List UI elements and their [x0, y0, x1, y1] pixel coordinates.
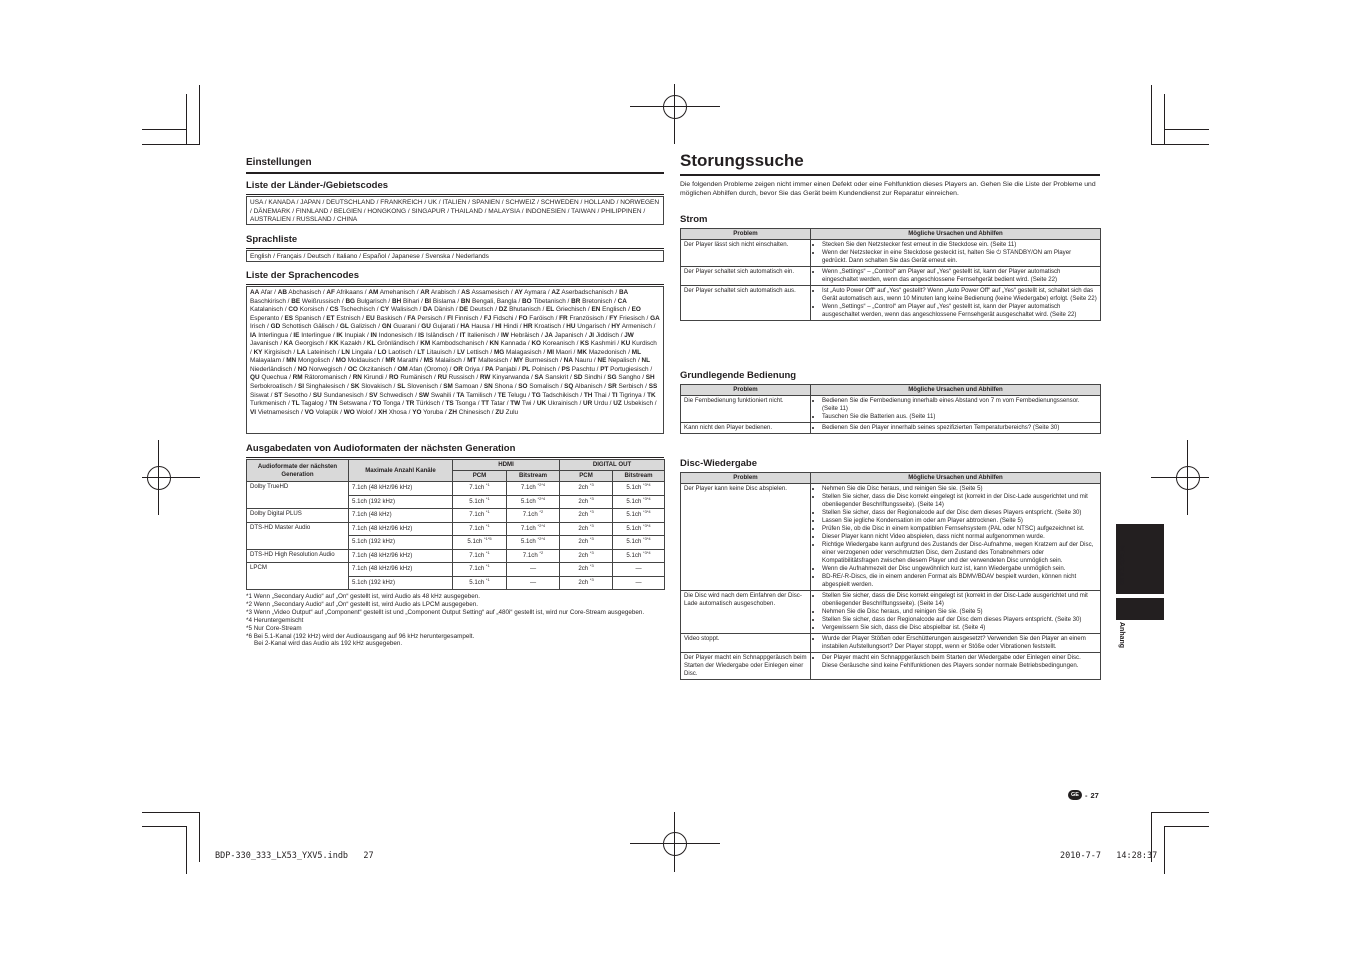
language-code-entry: AS Assamesisch — [461, 289, 510, 296]
hdmi-bitstream-header: Bitstream — [507, 471, 560, 482]
table-row — [681, 396, 1101, 423]
language-code-entry: EN Englisch — [591, 306, 627, 314]
remedy-item: • Stellen Sie sicher, dass der Regionalcode auf der Disc dem dieses Players entspricht. (Seite 30) — [822, 509, 1097, 517]
remedy-item: • Nehmen Sie die Disc heraus, und reinigen Sie sie. (Seite 5) — [822, 485, 1097, 493]
format-cell: LPCM — [247, 563, 349, 590]
languages-box: English / Français / Deutsch / Italiano / Español / Japanese / Svenska / Nederlands — [246, 250, 664, 262]
output-cell: 7.1ch $^{*1}$ — [453, 563, 507, 577]
language-code-entry: HU Ungarisch — [566, 323, 607, 331]
table-row — [681, 423, 1101, 434]
remedy-header: Mögliche Ursachen und Abhilfen — [811, 385, 1101, 396]
output-cell: 5.1ch $^{*3*4}$ — [613, 522, 665, 536]
language-code-entry: ML Malayalam — [250, 348, 642, 365]
output-cell: 7.1ch $^{*1}$ — [453, 549, 507, 563]
remedy-item: • Wenn „Settings“ – „Control“ am Player auf „Yes“ gestellt ist, kann der Player automatisch ausgeschaltet werden, wenn das angeschlossene Fernsehgerät ausgeschaltet wird. (Seite 22) — [822, 303, 1097, 319]
remedy-item: • Vergewissern Sie sich, dass die Disc abspielbar ist. (Seite 4) — [822, 624, 1097, 632]
trouble-table — [680, 472, 1101, 680]
side-tab-anhang[interactable] — [1116, 598, 1164, 620]
language-code-entry: TW Twi — [510, 400, 532, 408]
output-cell: 7.1ch $^{*2*4}$ — [507, 522, 560, 536]
language-code-entry: BE Weißrussisch — [291, 297, 341, 305]
language-code-entry: TO Tonga — [372, 400, 401, 408]
language-code-entry: WO Wolof — [343, 408, 373, 416]
language-code-entry: AM Amehanisch — [368, 289, 415, 296]
output-cell: 7.1ch $^{*2*4}$ — [507, 482, 560, 496]
output-cell: 5.1ch $^{*3*4}$ — [613, 482, 665, 496]
language-code-entry: FI Finnisch — [447, 314, 479, 322]
trouble-table — [680, 384, 1101, 434]
language-code-entry: BG Bulgarisch — [345, 297, 387, 305]
page-number-area: GE - 27 — [1068, 790, 1099, 800]
table-row — [247, 509, 665, 523]
problem-cell: Der Player lässt sich nicht einschalten. — [681, 240, 811, 267]
side-tab-label-wiedergabe: Wiedergabe — [1118, 545, 1125, 585]
table-row — [247, 563, 665, 577]
format-cell: DTS-HD High Resolution Audio — [247, 549, 349, 563]
language-code-entry: SD Sindhi — [573, 374, 603, 382]
remedy-cell — [811, 591, 1101, 634]
remedy-item: • Bedienen Sie die Fernbedienung innerhalb eines Abstand von 7 m vom Fernbedienungssensor. (Seite 11) — [822, 397, 1097, 413]
language-code-entry: EL Griechisch — [546, 306, 587, 314]
language-code-entry: OC Okzitanisch — [347, 365, 393, 373]
language-code-entry: SH Serbokroatisch — [250, 374, 655, 391]
language-code-entry: PL Polnisch — [522, 365, 557, 373]
language-code-entry: BI Bislama — [424, 297, 456, 305]
language-code-entry: RN Kirundi — [352, 374, 384, 382]
remedy-item: • Wurde der Player Stößen oder Erschütterungen ausgesetzt? Verwenden Sie den Player an einem instabilen Aufstellungsort? Der Player stoppt, wenn er Stöße oder Vibrationen feststellt. — [822, 635, 1097, 651]
language-code-entry: KY Kirgisisch — [253, 348, 292, 356]
problem-cell: Der Player schaltet sich automatisch aus. — [681, 286, 811, 321]
language-code-entry: EO Esperanto — [250, 306, 641, 322]
language-code-entry: CO Korsisch — [288, 306, 325, 314]
language-code-entry: KO Koreanisch — [531, 340, 575, 348]
table-row — [247, 482, 665, 496]
audio-format-table — [246, 459, 665, 590]
remedy-header: Mögliche Ursachen und Abhilfen — [811, 473, 1101, 484]
language-code-entry: GD Schottisch Gälisch — [270, 323, 335, 331]
language-code-entry: PT Portugiesisch — [600, 365, 649, 373]
output-cell: 5.1ch $^{*3*4}$ — [613, 509, 665, 523]
language-code-entry: NA Nauru — [563, 357, 593, 365]
remedy-item: • Nehmen Sie die Disc heraus, und reinigen Sie sie. (Seite 5) — [822, 608, 1097, 616]
output-cell: — — [613, 563, 665, 577]
registration-mark — [147, 466, 171, 490]
remedy-cell — [811, 286, 1101, 321]
language-code-entry: ST Sesotho — [274, 391, 308, 399]
remedy-item: • BD-RE/-R-Discs, die in einem anderen Format als BDMV/BDAV bespielt wurden, können nicht abgespielt werden. — [822, 573, 1097, 589]
language-code-entry: IE Interlingue — [293, 331, 332, 339]
language-code-entry: AF Afrikaans — [326, 289, 364, 296]
language-code-entry: ET Estnisch — [326, 314, 361, 322]
output-cell: — — [507, 576, 560, 590]
language-code-entry: SI Singhalesisch — [297, 383, 346, 391]
language-code-entry: MS Malaiisch — [423, 357, 462, 365]
output-cell: 7.1ch $^{*1}$ — [453, 482, 507, 496]
output-cell: 2ch $^{*3}$ — [560, 576, 613, 590]
remedy-cell — [811, 267, 1101, 286]
language-code-entry: KS Kashmiri — [580, 340, 616, 348]
language-code-entry: BH Bihari — [391, 297, 420, 305]
countries-heading: Liste der Länder-/Gebietscodes — [246, 180, 664, 195]
language-code-entry: MR Marathi — [385, 357, 419, 365]
language-code-entry: OM Afan (Oromo) — [397, 365, 448, 373]
language-code-entry: DZ Bhutanisch — [498, 306, 541, 314]
language-code-entry: BO Tibetanisch — [522, 297, 566, 305]
remedy-item: • Dieser Player kann nicht Video abspielen, dass nicht normal aufgenommen wurde. — [822, 533, 1097, 541]
footer-date: 2010-7-7 14:28:37 — [1060, 851, 1158, 861]
output-cell: — — [613, 576, 665, 590]
language-code-entry: BA Baschkirisch — [250, 289, 629, 305]
language-code-entry: ZU Zulu — [495, 408, 519, 416]
language-code-entry: SA Sanskrit — [534, 374, 569, 382]
channels-cell: 5.1ch (192 kHz) — [349, 536, 453, 550]
language-code-entry: AY Aymara — [514, 289, 547, 296]
language-code-entry: TR Türkisch — [405, 400, 441, 408]
problem-header: Problem — [681, 229, 811, 240]
footnote: Bei 2-Kanal wird das Audio als 192 kHz ausgegeben. — [254, 640, 403, 648]
footer-file: BDP-330_333_LX53_YXV5.indb 27 — [215, 851, 374, 861]
language-code-entry: SG Sangho — [607, 374, 641, 382]
digital-pcm-header: PCM — [560, 471, 613, 482]
language-code-entry: UR Urdu — [583, 400, 608, 408]
language-code-entry: QU Quechua — [250, 374, 288, 382]
language-code-entry: SM Samoan — [443, 383, 479, 391]
remedy-item: • Wenn der Netzstecker in eine Steckdose gesteckt ist, halten Sie ⏻ STANDBY/ON am Player gedrückt. Dann schalten Sie das Gerät erneut ein. — [822, 249, 1097, 265]
output-cell: 2ch $^{*3}$ — [560, 536, 613, 550]
language-code-entry: LN Lingala — [341, 348, 373, 356]
language-code-entry: NO Norwegisch — [297, 365, 343, 373]
problem-cell: Der Player macht ein Schnappgeräusch beim Starten der Wiedergabe oder Einlegen einer Disc. — [681, 653, 811, 680]
audio-footnotes — [246, 593, 664, 648]
language-code-entry: IN Indonesisch — [370, 331, 413, 339]
output-cell: — — [507, 563, 560, 577]
remedy-item: • Tauschen Sie die Batterien aus. (Seite 11) — [822, 413, 1097, 421]
language-code-entry: RM Rätoromanisch — [292, 374, 348, 382]
language-code-entry: KN Kannada — [489, 340, 527, 348]
language-code-entry: GN Guarani — [381, 323, 416, 331]
table-row — [681, 267, 1101, 286]
language-code-entry: HI Hindi — [495, 323, 518, 331]
remedy-item: • Ist „Auto Power Off“ auf „Yes“ gestellt? Wenn „Auto Power Off“ auf „Yes“ gestellt ist, schaltet sich das Gerät automatisch aus, wenn 10 Minuten lang keine Bedienung (keine Wiedergabe) erfolgt. (Seite 22) — [822, 287, 1097, 303]
language-badge: GE — [1068, 790, 1082, 800]
footnote: *5 Nur Core-Stream — [246, 624, 302, 632]
language-code-entry: TA Tamilisch — [456, 391, 493, 399]
output-cell: 2ch $^{*3}$ — [560, 522, 613, 536]
remedy-cell — [811, 396, 1101, 423]
language-code-entry: MG Malagasisch — [493, 348, 542, 356]
remedy-cell — [811, 423, 1101, 434]
registration-mark — [1176, 466, 1200, 490]
remedy-item: • Stellen Sie sicher, dass der Regionalcode auf der Disc dem dieses Players entspricht. (Seite 30) — [822, 616, 1097, 624]
language-code-entry: FJ Fidschi — [483, 314, 514, 322]
trouble-section-heading: Disc-Wiedergabe — [680, 458, 1100, 473]
language-code-entry: RW Kinyarwanda — [479, 374, 530, 382]
side-tab-label-anhang: Anhang — [1118, 622, 1125, 649]
language-code-entry: IK Inupiak — [336, 331, 366, 339]
col-channels-header: Maximale Anzahl Kanäle — [349, 460, 453, 482]
language-code-entry: KM Kambodschanisch — [420, 340, 485, 348]
language-code-entry: AB Abchasisch — [277, 289, 322, 296]
channels-cell: 7.1ch (48 kHz/96 kHz) — [349, 549, 453, 563]
language-code-entry: IA Interlingua — [250, 331, 289, 339]
language-code-entry: LV Lettisch — [457, 348, 489, 356]
language-code-entry: UK Ukrainisch — [536, 400, 578, 408]
language-code-entry: KU Kurdisch — [620, 340, 657, 348]
language-code-entry: TG Tadschikisch — [531, 391, 579, 399]
language-code-entry: JI Jiddisch — [588, 331, 619, 339]
remedy-item: • Stecken Sie den Netzstecker fest erneut in die Steckdose ein. (Seite 11) — [822, 241, 1097, 249]
output-cell: 7.1ch $^{*1}$ — [453, 522, 507, 536]
language-code-entry: SO Somalisch — [518, 383, 559, 391]
language-code-entry: GL Galizisch — [339, 323, 377, 331]
hdmi-pcm-header: PCM — [453, 471, 507, 482]
table-row — [681, 653, 1101, 680]
output-cell: 2ch $^{*3}$ — [560, 509, 613, 523]
language-code-entry: KL Grönländisch — [366, 340, 415, 348]
remedy-item: • Prüfen Sie, ob die Disc in einem kompatiblen Fernsehsystem (PAL oder NTSC) aufgezeichnet ist. — [822, 525, 1097, 533]
language-code-entry: FO Faröisch — [518, 314, 554, 322]
language-code-entry: TE Telugu — [497, 391, 527, 399]
remedy-item: • Bedienen Sie den Player innerhalb seines spezifizierten Temperaturbereichs? (Seite 30) — [822, 424, 1097, 432]
output-cell: 2ch $^{*3}$ — [560, 563, 613, 577]
language-code-entry: IT Italienisch — [459, 331, 496, 339]
language-code-entry: TH Thai — [583, 391, 607, 399]
output-cell: 5.1ch $^{*3*4}$ — [613, 549, 665, 563]
output-cell: 5.1ch $^{*1}$ — [453, 576, 507, 590]
channels-cell: 7.1ch (48 kHz/96 kHz) — [349, 482, 453, 496]
langcodes-box: AA Afar / AB Abchasisch / AF Afrikaans / AM Amehanisch / AR Arabisch / AS Assamesisch / AY Aymara / AZ Aserbadschanisch / BA Baschkirisch / BE Weißrussisch / BG Bulgarisch / BH Bihari / BI Bislama / BN Bengali, Bangla / BO Tibetanisch / BR Bretonisch / CA Katalanisch / CO Korsisch / CS Tschechisch / CY Walisisch / DA Dänish / DE Deutsch / DZ Bhutanisch / EL Griechisch / EN Englisch / EO Esperanto / ES Spanisch / ET Estnisch / EU Baskisch / FA Persisch / FI Finnisch / FJ Fidschi / FO Faröisch / FR Französisch / FY Friesisch / GA Irisch / GD Schottisch Gälisch / GL Galizisch / GN Guarani / GU Gujarati / HA Hausa / HI Hindi / HR Kroatisch / HU Ungarisch / HY Armenisch / IA Interlingua / IE Interlingue / IK Inupiak / IN Indonesisch / IS Isländisch / IT Italienisch / IW Hebräisch / JA Japanisch / JI Jiddisch / JW Javanisch / KA Georgisch / KK Kazakh / KL Grönländisch / KM Kambodschanisch / KN Kannada / KO Koreanisch / KS Kashmiri / KU Kurdisch / KY Kirgisisch / LA Lateinisch / LN Lingala / LO Laotisch / LT Litauisch / LV Lettisch / MG Malagasisch / MI Maori / MK Mazedonisch / ML Malayalam / MN Mongolisch / MO Moldauisch / MR Marathi / MS Malaiisch / MT Maltesisch / MY Burmesisch / NA Nauru / NE Nepalisch / NL Niederländisch / NO Norwegisch / OC Okzitanisch / OM Afan (Oromo) / OR Oriya / PA Panjabi / PL Polnisch / PS Paschtu / PT Portugiesisch / QU Quechua / RM Rätoromanisch / RN Kirundi / RO Rumänisch / RU Russisch / RW Kinyarwanda / SA Sanskrit / SD Sindhi / SG Sangho / SH Serbokroatisch / SI Singhalesisch / SK Slovakisch / SL Slovenisch / SM Samoan / SN Shona / SO Somalisch / SQ Albanisch / SR Serbisch / SS Siswat / ST Sesotho / SU Sundanesisch / SV Schwedisch / SW Swahili / TA Tamilisch / TE Telugu / TG Tadschikisch / TH Thai / TI Tigrinya / TK Turkmenisch / TL Tagalog / TN Setswana / TO Tonga / TR Türkisch / TS Tsonga / TT Tatar / TW Twi / UK Ukrainisch / UR Urdu / UZ Usbekisch / VI Vietnamesisch / VO Volapük / WO Wolof / XH Xhosa / YO Yoruba / ZH Chinesisch / ZU Zulu — [246, 286, 664, 434]
channels-cell: 5.1ch (192 kHz) — [349, 495, 453, 509]
language-code-entry: NL Niederländisch — [250, 357, 651, 373]
language-code-entry: XH Xhosa — [378, 408, 407, 416]
language-code-entry: LA Lateinisch — [296, 348, 337, 356]
remedy-item: • Stellen Sie sicher, dass die Disc korrekt eingelegt ist (korrekt in der Disc-Lade ausgerichtet und mit obenliegender Beschriftungsseite). (Seite 14) — [822, 493, 1097, 509]
output-cell: 7.1ch $^{*2}$ — [507, 509, 560, 523]
language-code-entry: AA Afar — [250, 289, 273, 296]
language-code-entry: JA Japanisch — [544, 331, 584, 339]
page-number: 27 — [1090, 790, 1099, 800]
language-code-entry: PS Paschtu — [561, 365, 595, 373]
language-code-entry: ES Spanisch — [284, 314, 322, 322]
problem-header: Problem — [681, 385, 811, 396]
language-code-entry: CA Katalanisch — [250, 297, 627, 314]
language-code-entry: TI Tigrinya — [611, 391, 642, 399]
language-code-entry: GU Gujarati — [421, 323, 456, 331]
language-code-entry: TL Tagalog — [291, 400, 324, 408]
trouble-table — [680, 228, 1101, 321]
page-title: Storungssuche — [680, 150, 1100, 176]
language-code-entry: OR Oriya — [453, 365, 480, 373]
language-code-entry: UZ Usbekisch — [613, 400, 653, 408]
remedy-cell — [811, 240, 1101, 267]
language-code-entry: AZ Aserbadschanisch — [551, 289, 614, 296]
output-cell: 5.1ch $^{*3*4}$ — [613, 495, 665, 509]
language-code-entry: SL Slovenisch — [397, 383, 438, 391]
footnote: *2 Wenn „Secondary Audio“ auf „On“ gestellt ist, wird Audio als LPCM ausgegeben. — [246, 600, 478, 608]
language-code-entry: MI Maori — [546, 348, 572, 356]
language-code-entry: SU Sundanesisch — [312, 391, 364, 399]
channels-cell: 5.1ch (192 kHz) — [349, 576, 453, 590]
problem-cell: Kann nicht den Player bedienen. — [681, 423, 811, 434]
format-cell: DTS-HD Master Audio — [247, 522, 349, 549]
col-format-header: Audioformate der nächsten Generation — [247, 460, 349, 482]
remedy-item: • Richtige Wiedergabe kann aufgrund des Zustands der Disc-Aufnahme, wegen Kratzern auf der Disc, einer verzogenen oder verschmutzten Disc, dem Zustand des Tonabnehmers oder Kompatibilitätsfragen zwischen diesem Player und der verwendeten Disc unmöglich sein. — [822, 541, 1097, 565]
remedy-item: • Der Player macht ein Schnappgeräusch beim Starten der Wiedergabe oder Einlegen einer Disc. Diese Geräusche sind keine Fehlfunktionen des Players sonder normale Betriebsbedingungen. — [822, 654, 1097, 670]
language-code-entry: VI Vietnamesisch — [250, 408, 300, 416]
table-row — [681, 240, 1101, 267]
language-code-entry: TS Tsonga — [445, 400, 476, 408]
language-code-entry: SV Schwedisch — [369, 391, 414, 399]
problem-cell: Der Player schaltet sich automatisch ein. — [681, 267, 811, 286]
language-code-entry: MN Mongolisch — [286, 357, 331, 365]
col-hdmi-header: HDMI — [453, 460, 560, 471]
output-cell: 5.1ch $^{*1}$ — [453, 495, 507, 509]
language-code-entry: HR Kroatisch — [523, 323, 561, 331]
language-code-entry: RU Russisch — [437, 374, 475, 382]
audio-heading: Ausgabedaten von Audioformaten der nächsten Generation — [246, 443, 664, 458]
problem-header: Problem — [681, 473, 811, 484]
remedy-header: Mögliche Ursachen und Abhilfen — [811, 229, 1101, 240]
language-code-entry: MT Maltesisch — [467, 357, 509, 365]
language-code-entry: CY Walisisch — [380, 306, 418, 314]
language-code-entry: HY Armenisch — [611, 323, 652, 331]
language-code-entry: RO Rumänisch — [388, 374, 433, 382]
language-code-entry: SR Serbisch — [607, 383, 644, 391]
language-code-entry: TT Tatar — [481, 400, 505, 408]
language-code-entry: YO Yoruba — [412, 408, 444, 416]
col-digital-header: DIGITAL OUT — [560, 460, 665, 471]
problem-cell: Die Disc wird nach dem Einfahren der Disc-Lade automatisch ausgeschoben. — [681, 591, 811, 634]
language-code-entry: ZH Chinesisch — [448, 408, 491, 416]
footnote: *4 Heruntergemischt — [246, 616, 304, 624]
remedy-cell — [811, 653, 1101, 680]
remedy-item: • Lassen Sie jegliche Kondensation im oder am Player abtrocknen. (Seite 5) — [822, 517, 1097, 525]
remedy-item: • Wenn „Settings“ – „Control“ am Player auf „Yes“ gestellt ist, kann der Player automatisch eingeschaltet werden, wenn das angeschlossene Fernsehgerät bedient wird. (Seite 22) — [822, 268, 1097, 284]
language-code-entry: VO Volapük — [304, 408, 339, 416]
format-cell: Dolby TrueHD — [247, 482, 349, 509]
language-code-entry: IW Hebräisch — [500, 331, 540, 339]
output-cell: 7.1ch $^{*2}$ — [507, 549, 560, 563]
language-code-entry: DA Dänish — [423, 306, 454, 314]
language-code-entry: FY Friesisch — [609, 314, 645, 322]
table-row — [681, 484, 1101, 591]
language-code-entry: LO Laotisch — [377, 348, 413, 356]
language-code-entry: EU Baskisch — [365, 314, 403, 322]
language-code-entry: SS Siswat — [250, 383, 658, 399]
language-code-entry: BR Bretonisch — [571, 297, 613, 305]
language-code-entry: GA Irisch — [250, 314, 660, 331]
output-cell: 2ch $^{*3}$ — [560, 549, 613, 563]
table-row — [247, 549, 665, 563]
footnote: *1 Wenn „Secondary Audio“ auf „On“ gestellt ist, wird Audio als 48 kHz ausgegeben. — [246, 593, 481, 600]
languages-heading: Sprachliste — [246, 234, 664, 249]
remedy-item: • Stellen Sie sicher, dass die Disc korrekt eingelegt ist (korrekt in der Disc-Lade ausgerichtet und mit obenliegender Beschriftungsseite). (Seite 14) — [822, 592, 1097, 608]
language-code-entry: FA Persisch — [407, 314, 442, 322]
language-code-entry: MO Moldauisch — [335, 357, 381, 365]
output-cell: 5.1ch $^{*2*4}$ — [507, 495, 560, 509]
language-code-entry: HA Hausa — [460, 323, 490, 331]
language-code-entry: KK Kazakh — [329, 340, 362, 348]
remedy-cell — [811, 634, 1101, 653]
language-code-entry: SK Slovakisch — [350, 383, 392, 391]
table-row — [247, 522, 665, 536]
table-row — [681, 634, 1101, 653]
problem-cell: Der Player kann keine Disc abspielen. — [681, 484, 811, 591]
language-code-entry: IS Isländisch — [418, 331, 455, 339]
langcodes-heading: Liste der Sprachencodes — [246, 270, 664, 285]
language-code-entry: SN Shona — [483, 383, 513, 391]
digital-bitstream-header: Bitstream — [613, 471, 665, 482]
language-code-entry: MY Burmesisch — [513, 357, 559, 365]
footnote: *3 Wenn „Video Output“ auf „Component“ gestellt ist und „Component Output Setting“ auf „480i“ gestellt ist, wird nur Core-Stream ausgegeben. — [246, 608, 645, 616]
language-code-entry: JW Javanisch — [250, 331, 634, 348]
language-code-entry: PA Panjabi — [485, 365, 517, 373]
countries-box: USA / KANADA / JAPAN / DEUTSCHLAND / FRANKREICH / UK / ITALIEN / SPANIEN / SCHWEIZ / SCHWEDEN / HOLLAND / NORWEGEN / DÄNEMARK / FINNLAND / BELGIEN / HONGKONG / SINGAPUR / THAILAND / MALAYSIA / INDONESIEN / TAIWAN / PHILIPPINEN / AUSTRALIEN / RUSSLAND / CHINA — [246, 196, 664, 225]
language-code-entry: NE Nepalisch — [597, 357, 637, 365]
language-code-entry: TK Turkmenisch — [250, 391, 656, 408]
language-code-entry: AR Arabisch — [420, 289, 456, 296]
channels-cell: 7.1ch (48 kHz/96 kHz) — [349, 563, 453, 577]
output-cell: 5.1ch $^{*2*4}$ — [507, 536, 560, 550]
output-cell: 2ch $^{*3}$ — [560, 495, 613, 509]
language-code-entry: SW Swahili — [418, 391, 452, 399]
output-cell: 5.1ch $^{*1*5}$ — [453, 536, 507, 550]
language-code-entry: BN Bengali, Bangla — [460, 297, 517, 305]
channels-cell: 7.1ch (48 kHz) — [349, 509, 453, 523]
channels-cell: 7.1ch (48 kHz/96 kHz) — [349, 522, 453, 536]
footnote: *6 Bei 5.1-Kanal (192 kHz) wird der Audioausgang auf 96 kHz heruntergesampelt. — [246, 632, 475, 640]
language-code-entry: MK Mazedonisch — [577, 348, 627, 356]
registration-mark — [663, 832, 687, 856]
trouble-section-heading: Grundlegende Bedienung — [680, 370, 1100, 385]
language-code-entry: LT Litauisch — [417, 348, 452, 356]
remedy-cell — [811, 484, 1101, 591]
language-code-entry: TN Setswana — [328, 400, 368, 408]
output-cell: 7.1ch $^{*1}$ — [453, 509, 507, 523]
problem-cell: Die Fernbedienung funktioniert nicht. — [681, 396, 811, 423]
remedy-item: • Wenn die Aufnahmezeit der Disc ungewöhnlich kurz ist, kann Wiedergabe unmöglich sein. — [822, 565, 1097, 573]
intro-text: Die folgenden Probleme zeigen nicht immer einen Defekt oder eine Fehlfunktion dieses Players an. Gehen Sie die Liste der Probleme und möglichen Abhilfen durch, bevor Sie das Gerät beim Kundendienst zur Reparatur einreichen. — [680, 181, 1096, 198]
trouble-section-heading: Strom — [680, 214, 1100, 229]
language-code-entry: DE Deutsch — [459, 306, 494, 314]
language-code-entry: CS Tschechisch — [329, 306, 375, 314]
format-cell: Dolby Digital PLUS — [247, 509, 349, 523]
language-code-entry: KA Georgisch — [283, 340, 324, 348]
output-cell: 2ch $^{*3}$ — [560, 482, 613, 496]
problem-cell: Video stoppt. — [681, 634, 811, 653]
section-title: Einstellungen — [246, 157, 664, 174]
language-code-entry: FR Französisch — [559, 314, 604, 322]
language-code-entry: SQ Albanisch — [564, 383, 603, 391]
table-row — [681, 591, 1101, 634]
table-row — [681, 286, 1101, 321]
output-cell: 5.1ch $^{*3*4}$ — [613, 536, 665, 550]
registration-mark — [663, 95, 687, 119]
